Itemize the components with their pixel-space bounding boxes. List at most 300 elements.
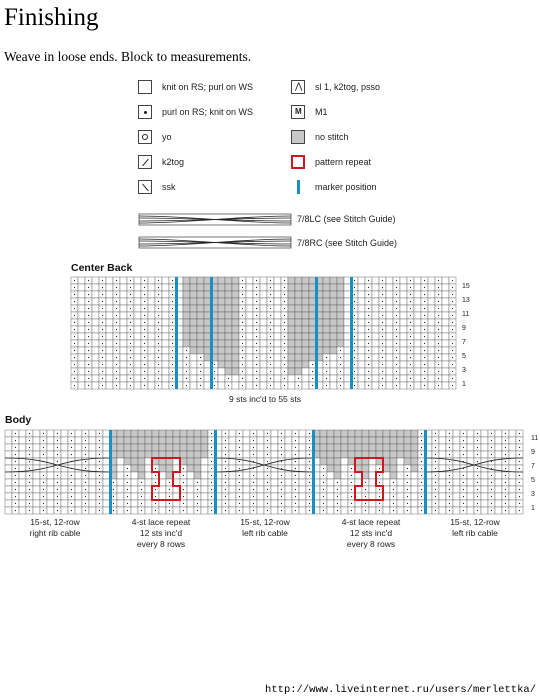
purl-dot [281,475,282,476]
purl-dot [354,280,355,281]
chart-cell [204,298,211,305]
purl-dot [172,357,173,358]
chart-cell [509,465,516,472]
chart-cell [481,500,488,507]
chart-cell [159,451,166,458]
purl-dot [354,301,355,302]
purl-dot [29,447,30,448]
purl-dot [200,371,201,372]
chart-cell [400,347,407,354]
chart-cell [509,507,516,514]
row-number: 5 [462,353,466,360]
chart-cell [106,382,113,389]
chart-cell [358,340,365,347]
chart-cell [134,291,141,298]
chart-cell [159,465,166,472]
purl-dot [267,454,268,455]
purl-dot [29,482,30,483]
purl-dot [463,433,464,434]
purl-dot [424,378,425,379]
purl-dot [438,343,439,344]
chart-cell [288,382,295,389]
purl-dot [99,475,100,476]
purl-dot [396,322,397,323]
chart-cell [344,277,351,284]
purl-dot [421,433,422,434]
chart-cell [334,451,341,458]
chart-cell [106,319,113,326]
row-number: 7 [462,339,466,346]
purl-dot [144,287,145,288]
purl-dot [228,378,229,379]
chart-cell [257,437,264,444]
chart-cell [299,430,306,437]
chart-cell [232,340,239,347]
purl-dot [88,308,89,309]
purl-dot [354,378,355,379]
purl-dot [88,364,89,365]
chart-cell [274,347,281,354]
chart-cell [495,437,502,444]
chart-cell [225,291,232,298]
chart-cell [218,284,225,291]
chart-cell [229,437,236,444]
purl-dot [172,378,173,379]
purl-dot [74,357,75,358]
purl-dot [71,496,72,497]
chart-cell [61,472,68,479]
chart-cell [225,312,232,319]
chart-cell [411,472,418,479]
purl-dot [438,287,439,288]
chart-cell [232,298,239,305]
chart-cell [274,291,281,298]
purl-dot [172,294,173,295]
chart-cell [288,277,295,284]
chart-cell [47,451,54,458]
chart-cell [400,291,407,298]
chart-cell [383,486,390,493]
purl-dot [435,454,436,455]
chart-cell [187,451,194,458]
chart-cell [341,493,348,500]
chart-cell [358,326,365,333]
purl-dot [351,475,352,476]
purl-dot [452,385,453,386]
purl-dot [144,294,145,295]
purl-dot [337,489,338,490]
chart-cell [439,507,446,514]
chart-cell [376,451,383,458]
purl-dot [144,385,145,386]
chart-cell [442,319,449,326]
purl-dot [312,364,313,365]
chart-cell [117,451,124,458]
purl-dot [519,503,520,504]
chart-cell [414,291,421,298]
purl-dot [88,315,89,316]
chart-cell [348,437,355,444]
chart-cell [411,451,418,458]
chart-cell [5,493,12,500]
chart-cell [204,284,211,291]
purl-dot [183,489,184,490]
chart-cell [428,291,435,298]
chart-cell [201,430,208,437]
chart-cell [89,451,96,458]
purl-dot [85,468,86,469]
chart-cell [5,486,12,493]
chart-cell [78,284,85,291]
caption-line: 12 sts inc'd [349,528,393,538]
chart-cell [309,284,316,291]
chart-cell [299,479,306,486]
chart-cell [481,479,488,486]
purl-dot [421,454,422,455]
chart-cell [337,284,344,291]
chart-cell [302,284,309,291]
chart-cell [138,458,145,465]
purl-dot [270,315,271,316]
chart-cell [162,305,169,312]
purl-dot [410,315,411,316]
chart-cell [173,479,180,486]
purl-dot [214,385,215,386]
purl-dot [410,322,411,323]
purl-dot [15,468,16,469]
chart-cell [337,333,344,340]
chart-cell [348,430,355,437]
purl-dot [15,433,16,434]
chart-cell [439,493,446,500]
purl-dot [337,496,338,497]
purl-dot [74,329,75,330]
purl-dot [172,301,173,302]
chart-cell [166,437,173,444]
body-chart [5,430,523,514]
purl-dot [29,433,30,434]
chart-cell [117,507,124,514]
purl-dot [382,315,383,316]
chart-cell [243,437,250,444]
purl-dot [116,378,117,379]
chart-cell [92,361,99,368]
chart-cell [159,444,166,451]
chart-cell [120,375,127,382]
purl-dot [130,315,131,316]
purl-dot [256,287,257,288]
purl-dot [71,475,72,476]
chart-cell [288,375,295,382]
purl-dot [43,482,44,483]
purl-dot [382,280,383,281]
purl-dot [491,503,492,504]
chart-cell [358,333,365,340]
chart-cell [103,486,110,493]
chart-cell [323,319,330,326]
purl-dot [270,357,271,358]
chart-cell [274,305,281,312]
purl-dot [309,489,310,490]
chart-cell [187,437,194,444]
chart-cell [323,277,330,284]
marker-line [424,430,427,514]
purl-dot [169,503,170,504]
purl-dot [88,336,89,337]
chart-cell [453,500,460,507]
chart-cell [271,486,278,493]
chart-cell [309,326,316,333]
chart-cell [138,437,145,444]
chart-cell [134,312,141,319]
chart-cell [355,437,362,444]
purl-dot [452,371,453,372]
chart-cell [453,472,460,479]
purl-dot [29,454,30,455]
chart-cell [309,340,316,347]
chart-cell [5,451,12,458]
purl-dot [256,280,257,281]
chart-cell [344,298,351,305]
chart-cell [397,493,404,500]
chart-cell [330,361,337,368]
chart-cell [173,465,180,472]
chart-cell [271,437,278,444]
purl-dot [99,496,100,497]
chart-cell [75,507,82,514]
purl-dot [410,329,411,330]
chart-cell [190,340,197,347]
chart-cell [194,465,201,472]
purl-dot [340,364,341,365]
purl-dot [435,482,436,483]
chart-cell [232,368,239,375]
row-number: 3 [462,367,466,374]
purl-dot [144,343,145,344]
chart-cell [348,451,355,458]
chart-cell [414,347,421,354]
purl-dot [281,510,282,511]
chart-cell [302,319,309,326]
chart-cell [218,368,225,375]
chart-cell [372,368,379,375]
chart-cell [400,298,407,305]
chart-cell [246,382,253,389]
purl-dot [29,489,30,490]
chart-cell [285,451,292,458]
chart-cell [383,444,390,451]
chart-cell [362,465,369,472]
chart-cell [362,437,369,444]
chart-cell [383,437,390,444]
chart-cell [187,486,194,493]
chart-cell [5,500,12,507]
caption-line: every 8 rows [136,539,186,549]
purl-dot [158,364,159,365]
legend-label: k2tog [162,157,185,167]
purl-dot [477,503,478,504]
chart-cell [201,458,208,465]
purl-dot [435,468,436,469]
chart-cell [274,361,281,368]
row-number: 1 [531,505,535,512]
chart-cell [386,312,393,319]
purl-dot [197,496,198,497]
chart-cell [190,326,197,333]
purl-dot [172,322,173,323]
purl-dot [102,329,103,330]
purl-dot [421,447,422,448]
purl-dot [43,489,44,490]
chart-cell [274,319,281,326]
purl-dot [491,510,492,511]
chart-cell [120,354,127,361]
chart-cell [75,444,82,451]
purl-dot [113,510,114,511]
marker-line [350,277,353,389]
chart-cell [386,291,393,298]
purl-dot [99,433,100,434]
purl-dot [85,440,86,441]
purl-dot [158,294,159,295]
purl-dot [242,329,243,330]
chart-cell [442,312,449,319]
chart-cell [194,430,201,437]
chart-cell [162,347,169,354]
purl-dot [239,482,240,483]
chart-cell [190,347,197,354]
purl-dot [113,482,114,483]
chart-cell [78,326,85,333]
purl-dot [85,454,86,455]
chart-cell [400,333,407,340]
chart-cell [218,291,225,298]
purl-dot [253,454,254,455]
chart-cell [428,361,435,368]
chart-cell [372,340,379,347]
chart-cell [75,430,82,437]
chart-cell [78,375,85,382]
chart-cell [327,493,334,500]
chart-cell [327,486,334,493]
purl-dot [15,461,16,462]
chart-cell [106,340,113,347]
purl-dot [43,496,44,497]
chart-cell [260,312,267,319]
chart-cell [330,375,337,382]
purl-dot [326,378,327,379]
chart-cell [243,479,250,486]
purl-dot [169,489,170,490]
chart-cell [390,458,397,465]
chart-cell [103,458,110,465]
marker-line [214,430,217,514]
chart-cell [103,465,110,472]
chart-cell [145,458,152,465]
purl-dot [102,336,103,337]
chart-cell [414,326,421,333]
chart-cell [344,347,351,354]
purl-dot [354,329,355,330]
purl-dot [102,371,103,372]
purl-dot [449,461,450,462]
chart-cell [243,500,250,507]
purl-dot [354,371,355,372]
chart-cell [19,486,26,493]
chart-cell [33,430,40,437]
purl-dot [281,496,282,497]
purl-dot [102,287,103,288]
chart-cell [229,430,236,437]
chart-cell [323,291,330,298]
purl-dot [242,301,243,302]
chart-cell [5,507,12,514]
chart-cell [204,340,211,347]
purl-dot [284,329,285,330]
chart-cell [453,493,460,500]
chart-cell [386,319,393,326]
chart-cell [232,305,239,312]
purl-dot [57,461,58,462]
chart-cell [358,312,365,319]
purl-dot [172,280,173,281]
purl-dot [155,475,156,476]
purl-dot [438,357,439,358]
chart-cell [355,444,362,451]
chart-cell [148,284,155,291]
chart-cell [442,375,449,382]
chart-cell [190,298,197,305]
chart-cell [204,312,211,319]
chart-cell [47,479,54,486]
purl-dot [519,475,520,476]
chart-cell [442,291,449,298]
chart-cell [355,486,362,493]
chart-cell [260,319,267,326]
chart-cell [201,451,208,458]
purl-dot [519,496,520,497]
chart-cell [246,326,253,333]
purl-dot [340,350,341,351]
purl-dot [309,447,310,448]
chart-cell [397,479,404,486]
purl-dot [116,301,117,302]
chart-cell [78,340,85,347]
purl-dot [438,329,439,330]
chart-cell [120,319,127,326]
chart-cell [124,437,131,444]
chart-cell [162,354,169,361]
purl-dot [323,475,324,476]
chart-cell [243,430,250,437]
purl-dot [74,350,75,351]
purl-dot [116,364,117,365]
chart-cell [372,347,379,354]
purl-dot [183,482,184,483]
chart-cell [428,340,435,347]
purl-dot [382,329,383,330]
chart-cell [61,500,68,507]
purl-dot [225,482,226,483]
chart-cell [344,375,351,382]
purl-dot [368,329,369,330]
chart-cell [166,458,173,465]
chart-cell [397,507,404,514]
purl-dot [116,343,117,344]
chart-cell [330,298,337,305]
chart-cell [414,368,421,375]
chart-cell [218,375,225,382]
